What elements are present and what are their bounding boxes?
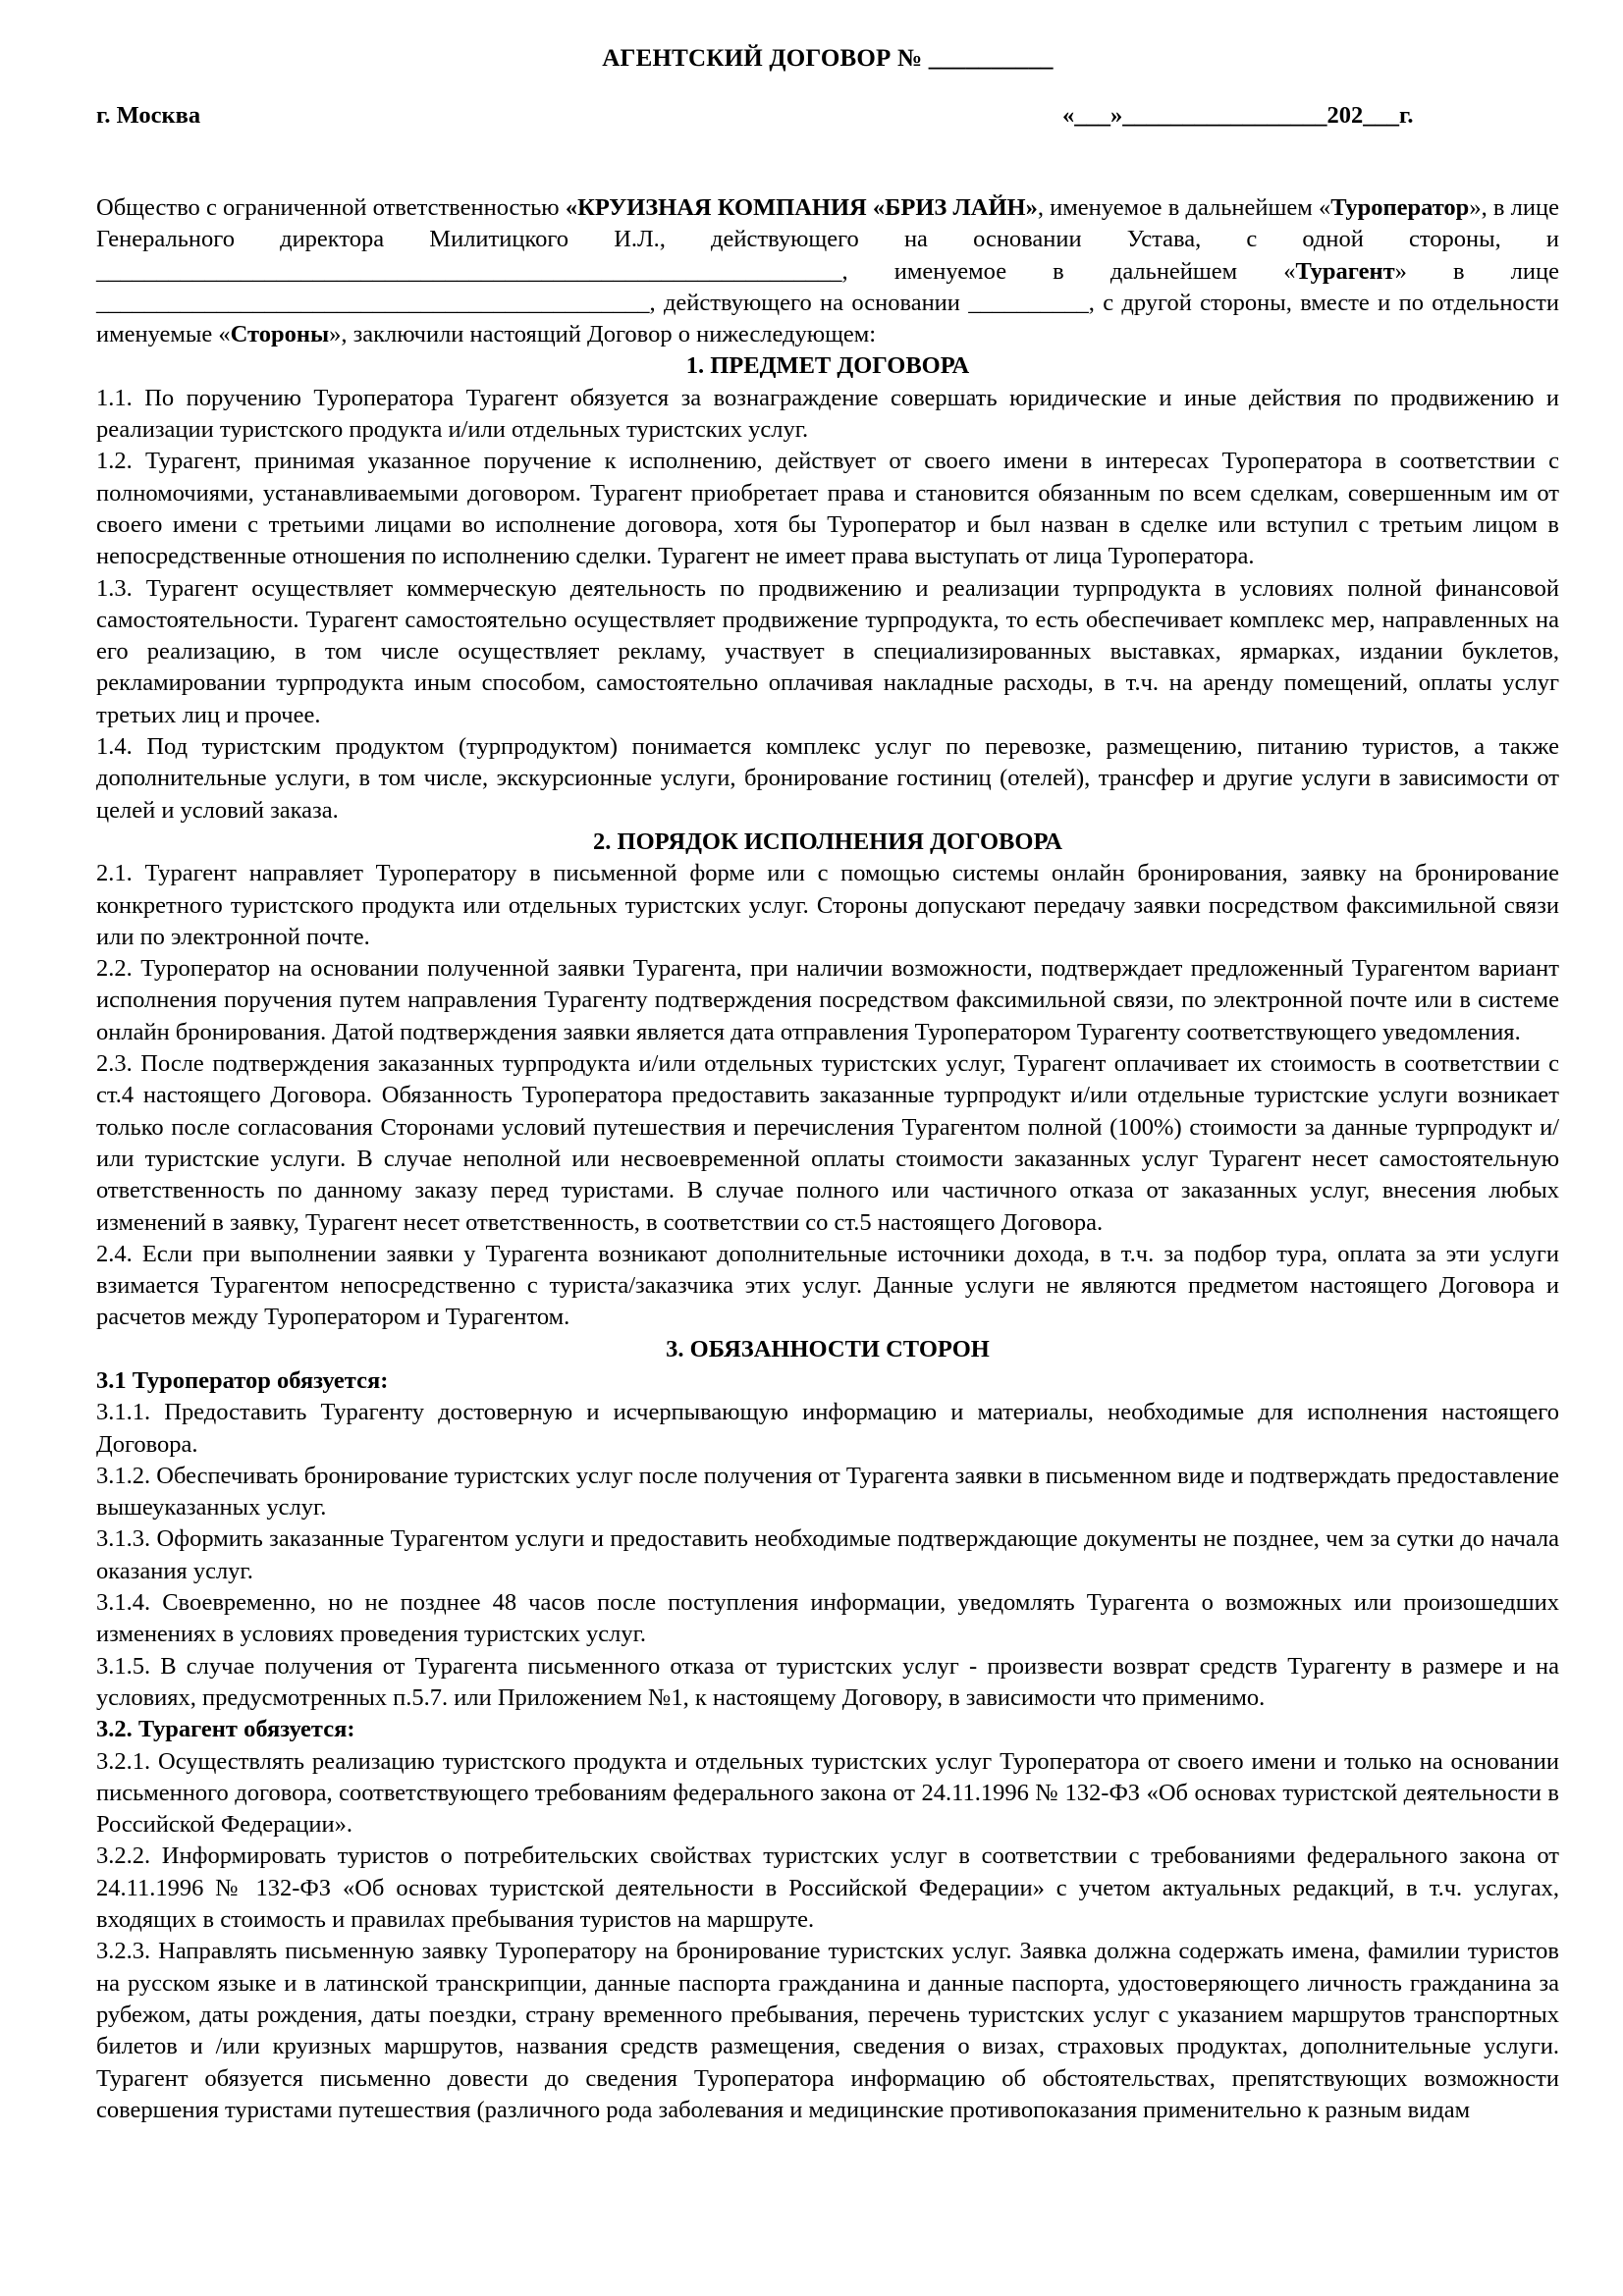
preamble-text: », в лице Генерального директора Милитицкого И.Л., действующего на основании Устава, с одной стороны, и ______________________________________________________________, именуемое в дальнейшем « bbox=[96, 194, 1559, 285]
clause: 3.2.3. Направлять письменную заявку Туроператору на бронирование туристских услуг. Заявка должна содержать имена, фамилии туристов на русском языке и в латинской транскрипции, данные паспорта гражданина и данные паспорта, удостоверяющего личность гражданина за рубежом, даты рождения, даты поездки, страну временного пребывания, перечень туристских услуг с указанием маршрутов транспортных билетов и /или круизных маршрутов, названия средств размещения, сведения о визах, страховых продуктах, дополнительные услуги. Турагент обязуется письменно довести до сведения Туроператора информацию об обстоятельствах, препятствующих возможности совершения туристами путешествия (различного рода заболевания и медицинские противопоказания применительно к разным видам bbox=[96, 1938, 1559, 2123]
preamble bbox=[96, 192, 1559, 350]
section-heading: 1. ПРЕДМЕТ ДОГОВОРА bbox=[685, 352, 970, 380]
clause: 3.1.5. В случае получения от Турагента письменного отказа от туристских услуг - произвести возврат средств Турагенту в размере и на условиях, предусмотренных п.5.7. или Приложением №1, к настоящему Договору, в зависимости что применимо. bbox=[96, 1652, 1559, 1711]
clause: 1.2. Турагент, принимая указанное поручение к исполнению, действует от своего имени в интересах Туроператора в соответствии с полномочиями, устанавливаемыми договором. Турагент приобретает права и становится обязанным по всем сделкам, совершенным им от своего имени с третьими лицами во исполнение договора, хотя бы Туроператор и был назван в сделке или вступил с третьим лицом в непосредственные отношения по исполнению сделки. Турагент не имеет права выступать от лица Туроператора. bbox=[96, 448, 1559, 570]
preamble-text: , именуемое в дальнейшем « bbox=[1037, 194, 1331, 221]
section-heading: 3. ОБЯЗАННОСТИ СТОРОН bbox=[666, 1335, 990, 1362]
clause: 3.1.1. Предоставить Турагенту достоверную и исчерпывающую информацию и материалы, необходимые для исполнения настоящего Договора. bbox=[96, 1399, 1559, 1458]
preamble-text: », заключили настоящий Договор о нижеследующем: bbox=[329, 321, 877, 348]
preamble-text: » в лице ______________________________________________, действующего на основании __________, с другой стороны, вместе и по отдельности именуемые « bbox=[96, 257, 1559, 348]
clause: 2.2. Туроператор на основании полученной заявки Турагента, при наличии возможности, подтверждает предложенный Турагентом вариант исполнения поручения путем направления Турагенту подтверждения посредством факсимильной связи, по электронной почте или в системе онлайн бронирования. Датой подтверждения заявки является дата отправления Туроператором Турагенту соответствующего уведомления. bbox=[96, 955, 1559, 1045]
subsection-heading: 3.1 Туроператор обязуется: bbox=[96, 1366, 389, 1394]
term-parties: Стороны bbox=[230, 321, 330, 348]
contract-title: АГЕНТСКИЙ ДОГОВОР № __________ bbox=[602, 45, 1054, 72]
clause: 2.3. После подтверждения заказанных турпродукта и/или отдельных туристских услуг, Турагент оплачивает их стоимость в соответствии с ст.4 настоящего Договора. Обязанность Туроператора предоставить заказанные турпродукт и/или отдельные туристские услуги возникает только после согласования Сторонами условий путешествия и перечисления Турагентом полной (100%) стоимости за данные турпродукт и/или туристские услуги. В случае неполной или несвоевременной оплаты стоимости заказанных услуг Турагент несет самостоятельную ответственность по данному заказу перед туристами. В случае полного или частичного отказа от заказанных услуг, внесения любых изменений в заявку, Турагент несет ответственность, в соответствии со ст.5 настоящего Договора. bbox=[96, 1050, 1559, 1236]
section-heading: 2. ПОРЯДОК ИСПОЛНЕНИЯ ДОГОВОРА bbox=[593, 828, 1062, 855]
clause: 1.4. Под туристским продуктом (турпродуктом) понимается комплекс услуг по перевозке, размещению, питанию туристов, а также дополнительные услуги, в том числе, экскурсионные услуги, бронирование гостиниц (отелей), трансфер и другие услуги в зависимости от целей и условий заказа. bbox=[96, 733, 1559, 824]
subsection-heading: 3.2. Турагент обязуется: bbox=[96, 1716, 355, 1743]
clause: 3.1.2. Обеспечивать бронирование туристских услуг после получения от Турагента заявки в письменном виде и подтверждать предоставление вышеуказанных услуг. bbox=[96, 1462, 1560, 1522]
term-touragent: Турагент bbox=[1295, 257, 1395, 285]
company-name: «КРУИЗНАЯ КОМПАНИЯ «БРИЗ ЛАЙН» bbox=[565, 194, 1038, 221]
clause: 1.3. Турагент осуществляет коммерческую деятельность по продвижению и реализации турпродукта в условиях полной финансовой самостоятельности. Турагент самостоятельно осуществляет продвижение турпродукта, то есть обеспечивает комплекс мер, направленных на его реализацию, в том числе осуществляет рекламу, участвует в специализированных выставках, ярмарках, издании буклетов, рекламировании турпродукта иным способом, самостоятельно оплачивая накладные расходы, в т.ч. на аренду помещений, оплаты услуг третьих лиц и прочее. bbox=[96, 574, 1559, 728]
term-touroperator: Туроператор bbox=[1330, 194, 1470, 221]
clause: 2.1. Турагент направляет Туроператору в письменной форме или с помощью системы онлайн бронирования, заявку на бронирование конкретного туристского продукта или отдельных туристских услуг. Стороны допускают передачу заявки посредством факсимильной связи или по электронной почте. bbox=[96, 860, 1559, 950]
clause: 3.2.1. Осуществлять реализацию туристского продукта и отдельных туристских услуг Туроператора от своего имени и только на основании письменного договора, соответствующего требованиям федерального закона от 24.11.1996 № 132-ФЗ «Об основах туристской деятельности в Российской Федерации». bbox=[96, 1747, 1559, 1839]
clause: 3.2.2. Информировать туристов о потребительских свойствах туристских услуг в соответствии с требованиями федерального закона от 24.11.1996 № 132-ФЗ «Об основах туристской деятельности в Российской Федерации» с учетом актуальных редакций, в т.ч. услугах, входящих в стоимость и правилах пребывания туристов на маршруте. bbox=[96, 1842, 1559, 1934]
contract-date: «___»_________________202___г. bbox=[1062, 102, 1414, 129]
clause: 3.1.4. Своевременно, но не позднее 48 часов после поступления информации, уведомлять Турагента о возможных или произошедших изменениях в условиях проведения туристских услуг. bbox=[96, 1589, 1559, 1648]
clause: 1.1. По поручению Туроператора Турагент обязуется за вознаграждение совершать юридические и иные действия по продвижению и реализации туристского продукта и/или отдельных туристских услуг. bbox=[96, 384, 1559, 444]
preamble-text: Общество с ограниченной ответственностью bbox=[96, 194, 566, 221]
contract-body bbox=[96, 192, 1559, 2126]
clause: 2.4. Если при выполнении заявки у Турагента возникают дополнительные источники дохода, в т.ч. за подбор тура, оплата за эти услуги взимается Турагентом непосредственно с туриста/заказчика этих услуг. Данные услуги не являются предметом настоящего Договора и расчетов между Туроператором и Турагентом. bbox=[96, 1240, 1559, 1331]
city: г. Москва bbox=[96, 102, 201, 129]
clause: 3.1.3. Оформить заказанные Турагентом услуги и предоставить необходимые подтверждающие документы не позднее, чем за сутки до начала оказания услуг. bbox=[96, 1525, 1559, 1584]
